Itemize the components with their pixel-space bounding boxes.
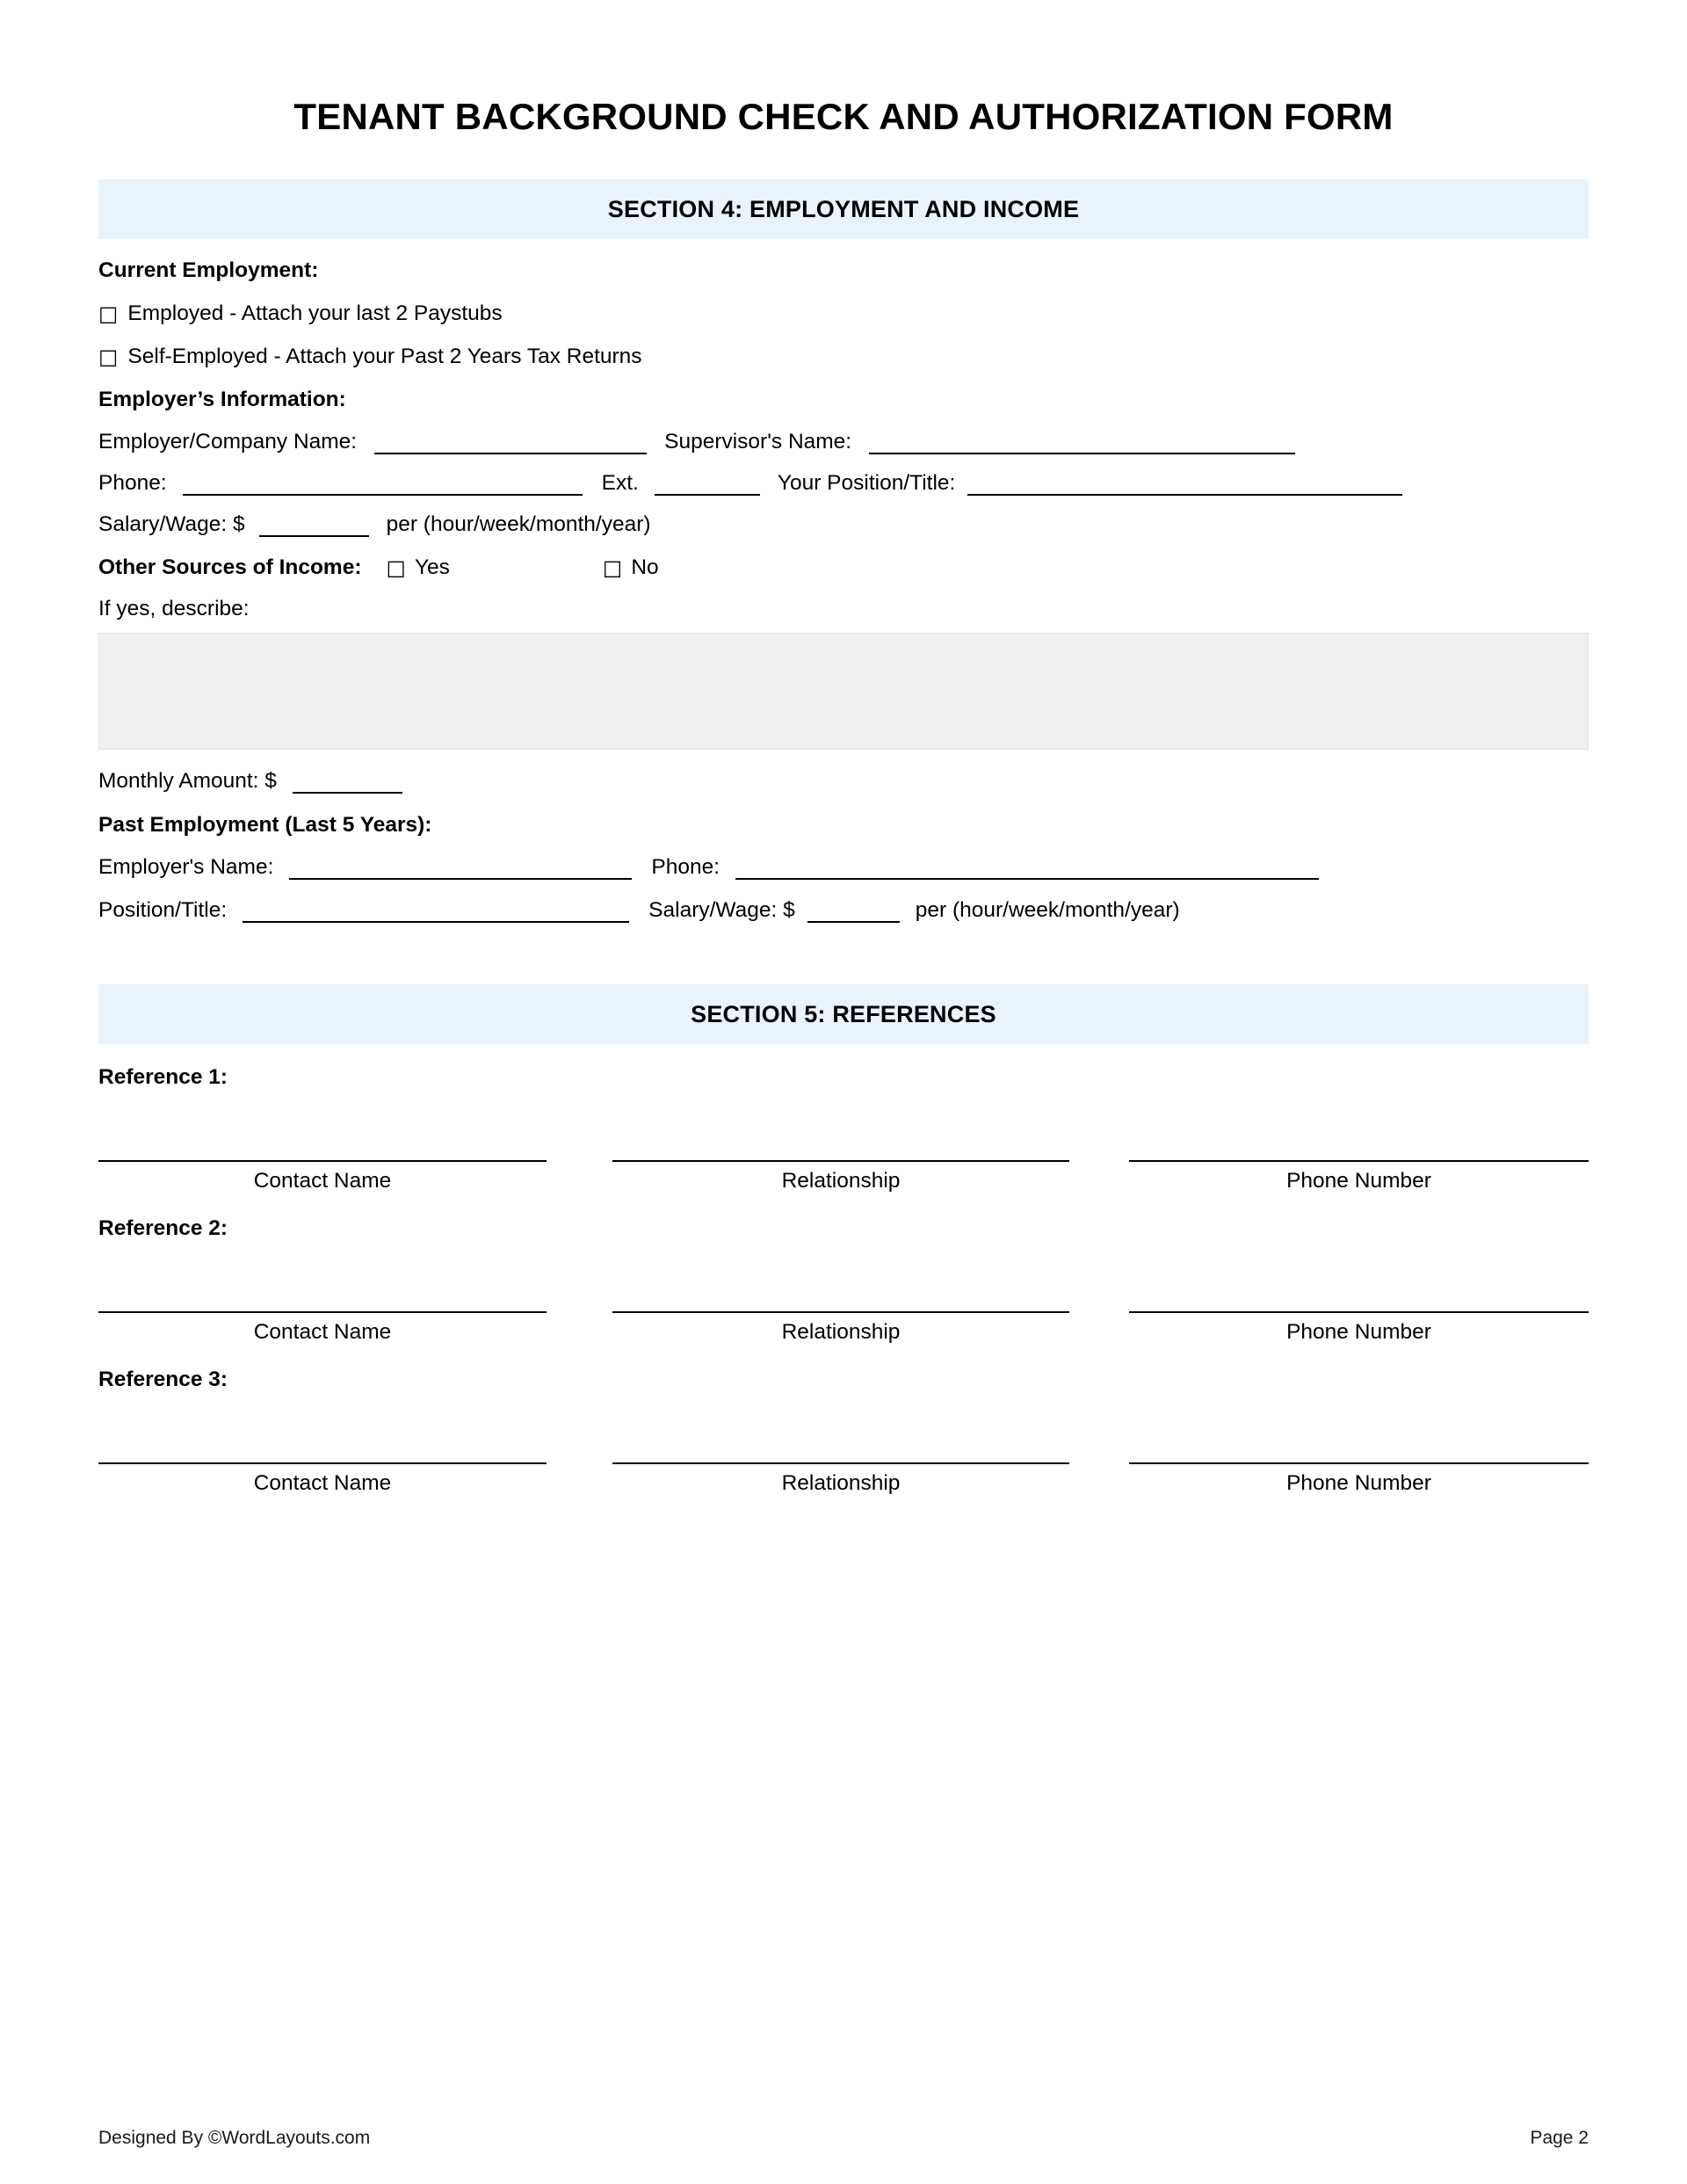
past-salary-wage-input[interactable] bbox=[807, 900, 900, 923]
reference-2-contact-name-column bbox=[98, 1311, 547, 1345]
self-employed-option-label: Self-Employed - Attach your Past 2 Years Tax Returns bbox=[127, 345, 642, 369]
employer-company-name-input[interactable] bbox=[374, 432, 647, 454]
footer-designed-by: Designed By ©WordLayouts.com bbox=[98, 2128, 371, 2148]
reference-2-phone-number-caption: Phone Number bbox=[1286, 1320, 1431, 1345]
describe-textarea[interactable] bbox=[98, 633, 1589, 750]
reference-2-relationship-caption: Relationship bbox=[781, 1320, 901, 1345]
past-employer-phone-input[interactable] bbox=[735, 857, 1319, 880]
employer-phone-label: Phone: bbox=[98, 471, 167, 496]
checkbox-row-employed[interactable] bbox=[98, 301, 1589, 330]
reference-2-relationship-input[interactable] bbox=[612, 1311, 1069, 1313]
employer-company-name-label: Employer/Company Name: bbox=[98, 430, 358, 454]
reference-3-contact-name-input[interactable] bbox=[98, 1462, 547, 1464]
salary-wage-input[interactable] bbox=[259, 514, 369, 537]
reference-2-phone-number-column bbox=[1129, 1311, 1589, 1345]
section-4-header bbox=[98, 179, 1589, 239]
reference-2-heading: Reference 2: bbox=[98, 1216, 228, 1241]
employer-ext-label: Ext. bbox=[601, 471, 639, 496]
reference-3-heading: Reference 3: bbox=[98, 1368, 228, 1392]
reference-1-fields bbox=[98, 1160, 1589, 1194]
past-employer-name-label: Employer's Name: bbox=[98, 855, 274, 880]
reference-2-contact-name-caption: Contact Name bbox=[253, 1320, 392, 1345]
reference-3-fields bbox=[98, 1462, 1589, 1496]
other-income-label: Other Sources of Income: bbox=[98, 555, 362, 580]
reference-3-phone-number-input[interactable] bbox=[1129, 1462, 1589, 1464]
past-position-row bbox=[98, 898, 1589, 923]
other-income-yes-label: Yes bbox=[414, 555, 450, 580]
past-salary-wage-label: Salary/Wage: $ bbox=[648, 898, 795, 923]
reference-1-relationship-input[interactable] bbox=[612, 1160, 1069, 1162]
your-position-title-input[interactable] bbox=[967, 473, 1402, 496]
reference-2-phone-number-input[interactable] bbox=[1129, 1311, 1589, 1313]
employed-option-label: Employed - Attach your last 2 Paystubs bbox=[127, 301, 503, 326]
section-5-title: SECTION 5: REFERENCES bbox=[691, 1000, 996, 1027]
reference-3-contact-name-caption: Contact Name bbox=[253, 1471, 392, 1496]
reference-2-contact-name-input[interactable] bbox=[98, 1311, 547, 1313]
current-employment-label: Current Employment: bbox=[98, 258, 319, 283]
past-employment-label: Past Employment (Last 5 Years): bbox=[98, 813, 432, 838]
reference-3-relationship-column bbox=[612, 1462, 1069, 1496]
reference-1-phone-number-input[interactable] bbox=[1129, 1160, 1589, 1162]
other-income-yes-checkbox[interactable]: ☐ bbox=[386, 557, 406, 584]
reference-1-relationship-column bbox=[612, 1160, 1069, 1194]
section-4-title: SECTION 4: EMPLOYMENT AND INCOME bbox=[607, 195, 1080, 222]
salary-wage-row bbox=[98, 512, 1589, 537]
past-position-title-label: Position/Title: bbox=[98, 898, 228, 923]
reference-1-phone-number-caption: Phone Number bbox=[1286, 1169, 1431, 1194]
employed-checkbox[interactable]: ☐ bbox=[98, 303, 119, 330]
salary-per-unit-label: per (hour/week/month/year) bbox=[386, 512, 651, 537]
past-position-title-input[interactable] bbox=[243, 900, 629, 923]
page-title: TENANT BACKGROUND CHECK AND AUTHORIZATION FORM bbox=[293, 96, 1394, 137]
past-employer-phone-label: Phone: bbox=[651, 855, 720, 880]
reference-3-contact-name-column bbox=[98, 1462, 547, 1496]
past-salary-per-unit-label: per (hour/week/month/year) bbox=[915, 898, 1180, 923]
supervisor-name-input[interactable] bbox=[869, 432, 1295, 454]
footer-page-number: Page 2 bbox=[1530, 2128, 1589, 2148]
your-position-title-label: Your Position/Title: bbox=[777, 471, 956, 496]
reference-2-relationship-column bbox=[612, 1311, 1069, 1345]
past-employer-name-input[interactable] bbox=[289, 857, 632, 880]
reference-3-phone-number-column bbox=[1129, 1462, 1589, 1496]
reference-1-contact-name-caption: Contact Name bbox=[253, 1169, 392, 1194]
past-employer-name-row bbox=[98, 855, 1589, 880]
checkbox-row-self-employed[interactable] bbox=[98, 345, 1589, 373]
employer-information-label: Employer’s Information: bbox=[98, 388, 346, 412]
section-4-body bbox=[98, 239, 1589, 923]
employer-phone-row bbox=[98, 471, 1589, 496]
monthly-amount-input[interactable] bbox=[293, 771, 402, 794]
employer-ext-input[interactable] bbox=[655, 473, 760, 496]
monthly-amount-row bbox=[98, 769, 1589, 794]
reference-1-heading: Reference 1: bbox=[98, 1065, 228, 1090]
self-employed-checkbox[interactable]: ☐ bbox=[98, 346, 119, 373]
reference-1-relationship-caption: Relationship bbox=[781, 1169, 901, 1194]
if-yes-describe-label: If yes, describe: bbox=[98, 597, 250, 621]
other-income-no-checkbox[interactable]: ☐ bbox=[602, 557, 623, 584]
page-footer bbox=[98, 2128, 1589, 2149]
reference-1-contact-name-input[interactable] bbox=[98, 1160, 547, 1162]
monthly-amount-label: Monthly Amount: $ bbox=[98, 769, 277, 794]
other-income-no-label: No bbox=[631, 555, 659, 580]
salary-wage-label: Salary/Wage: $ bbox=[98, 512, 245, 537]
other-income-row bbox=[98, 555, 1589, 584]
reference-1-contact-name-column bbox=[98, 1160, 547, 1194]
employer-phone-input[interactable] bbox=[183, 473, 583, 496]
section-5-body bbox=[98, 1044, 1589, 1496]
reference-3-phone-number-caption: Phone Number bbox=[1286, 1471, 1431, 1496]
employer-name-row bbox=[98, 430, 1589, 454]
section-5-header bbox=[98, 984, 1589, 1044]
reference-3-relationship-caption: Relationship bbox=[781, 1471, 901, 1496]
supervisor-name-label: Supervisor's Name: bbox=[664, 430, 852, 454]
reference-2-fields bbox=[98, 1311, 1589, 1345]
reference-3-relationship-input[interactable] bbox=[612, 1462, 1069, 1464]
reference-1-phone-number-column bbox=[1129, 1160, 1589, 1194]
